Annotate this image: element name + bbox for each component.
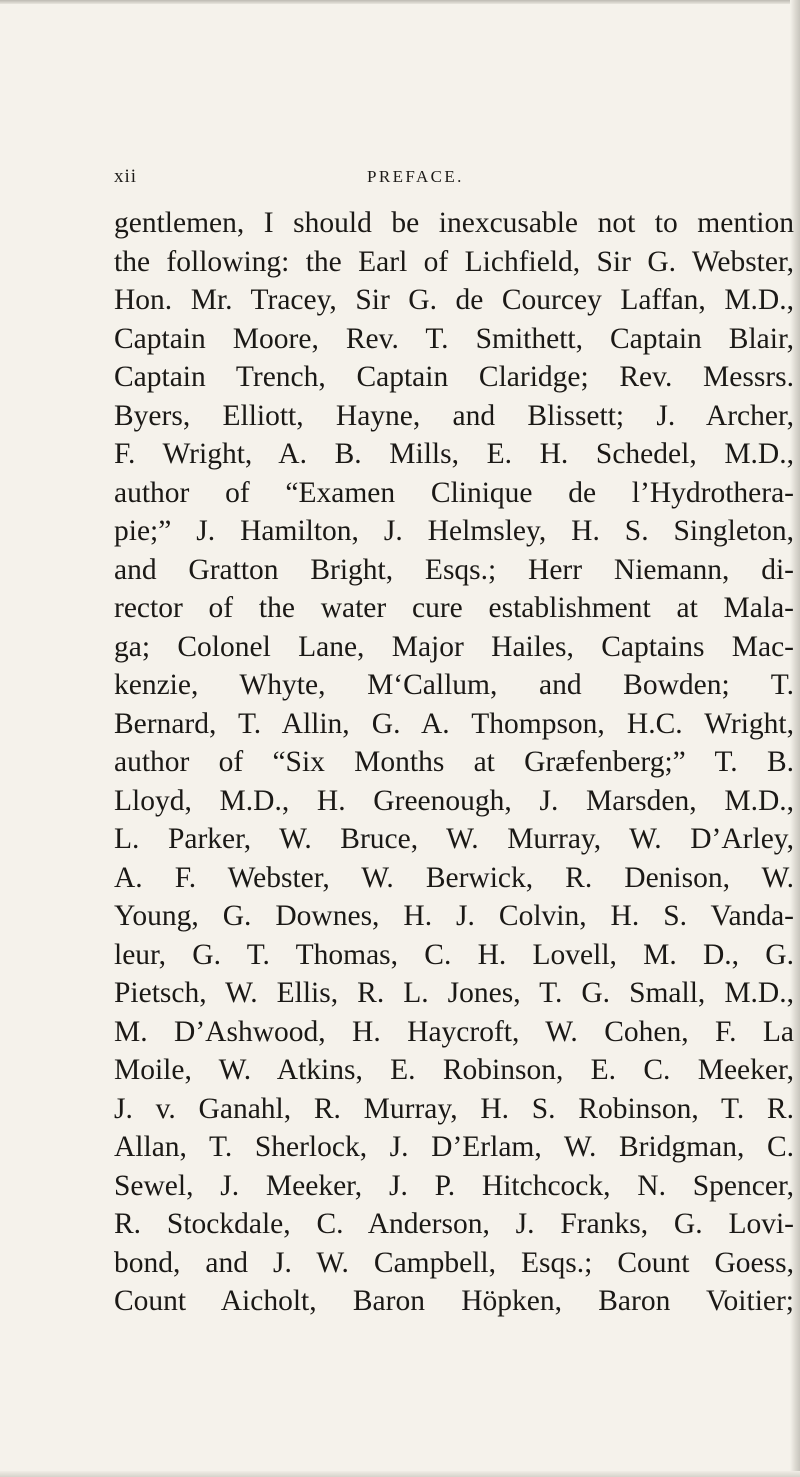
text-line: the following: the Earl of Lichfield, Sir G. Webster, — [114, 245, 794, 278]
text-line: Young, G. Downes, H. J. Colvin, H. S. Vanda- — [114, 900, 794, 932]
text-line: Moile, W. Atkins, E. Robinson, E. C. Meeker, — [114, 1054, 794, 1086]
bottom-page-edge — [0, 1471, 800, 1477]
text-line: author of “Six Months at Græfenberg;” T. B. — [114, 746, 794, 778]
page-number: xii — [114, 166, 138, 187]
text-line: Byers, Elliott, Hayne, and Blissett; J. Archer, — [114, 399, 794, 432]
text-line: R. Stockdale, C. Anderson, J. Franks, G. Lovi- — [114, 1208, 794, 1240]
text-line: J. v. Ganahl, R. Murray, H. S. Robinson, T. R. — [114, 1092, 794, 1125]
text-line: ga; Colonel Lane, Major Hailes, Captains Mac- — [114, 630, 794, 663]
text-line: Hon. Mr. Tracey, Sir G. de Courcey Laffan, M.D., — [114, 284, 794, 316]
text-line: M. D’Ashwood, H. Haycroft, W. Cohen, F. La — [114, 1015, 794, 1048]
text-line: F. Wright, A. B. Mills, E. H. Schedel, M.D., — [114, 438, 794, 470]
text-line: pie;” J. Hamilton, J. Helmsley, H. S. Singleton, — [114, 515, 794, 547]
text-line: A. F. Webster, W. Berwick, R. Denison, W. — [114, 861, 794, 894]
body-text — [114, 204, 794, 1321]
text-line: and Gratton Bright, Esqs.; Herr Niemann, di- — [114, 553, 794, 586]
text-line: Sewel, J. Meeker, J. P. Hitchcock, N. Spencer, — [114, 1169, 794, 1202]
text-line: bond, and J. W. Campbell, Esqs.; Count Goess, — [114, 1246, 794, 1279]
text-line: Count Aicholt, Baron Höpken, Baron Voitier; — [114, 1285, 794, 1317]
text-line: Lloyd, M.D., H. Greenough, J. Marsden, M.D., — [114, 784, 794, 817]
text-line: Bernard, T. Allin, G. A. Thompson, H.C. Wright, — [114, 707, 794, 740]
text-line: Allan, T. Sherlock, J. D’Erlam, W. Bridgman, C. — [114, 1131, 794, 1163]
text-line: L. Parker, W. Bruce, W. Murray, W. D’Arley, — [114, 823, 794, 855]
text-line: gentlemen, I should be inexcusable not to mention — [114, 207, 794, 239]
text-line: kenzie, Whyte, M‘Callum, and Bowden; T. — [114, 669, 794, 701]
text-line: leur, G. T. Thomas, C. H. Lovell, M. D., G. — [114, 938, 794, 971]
text-line: Captain Moore, Rev. T. Smithett, Captain Blair, — [114, 322, 794, 355]
text-line: author of “Examen Clinique de l’Hydrothera- — [114, 476, 794, 509]
top-page-edge — [0, 0, 800, 4]
text-line: Captain Trench, Captain Claridge; Rev. Messrs. — [114, 361, 794, 393]
text-line: Pietsch, W. Ellis, R. L. Jones, T. G. Small, M.D., — [114, 977, 794, 1009]
running-title: PREFACE. — [367, 167, 464, 186]
text-line: rector of the water cure establishment at Mala- — [114, 592, 794, 624]
running-head — [114, 166, 800, 190]
